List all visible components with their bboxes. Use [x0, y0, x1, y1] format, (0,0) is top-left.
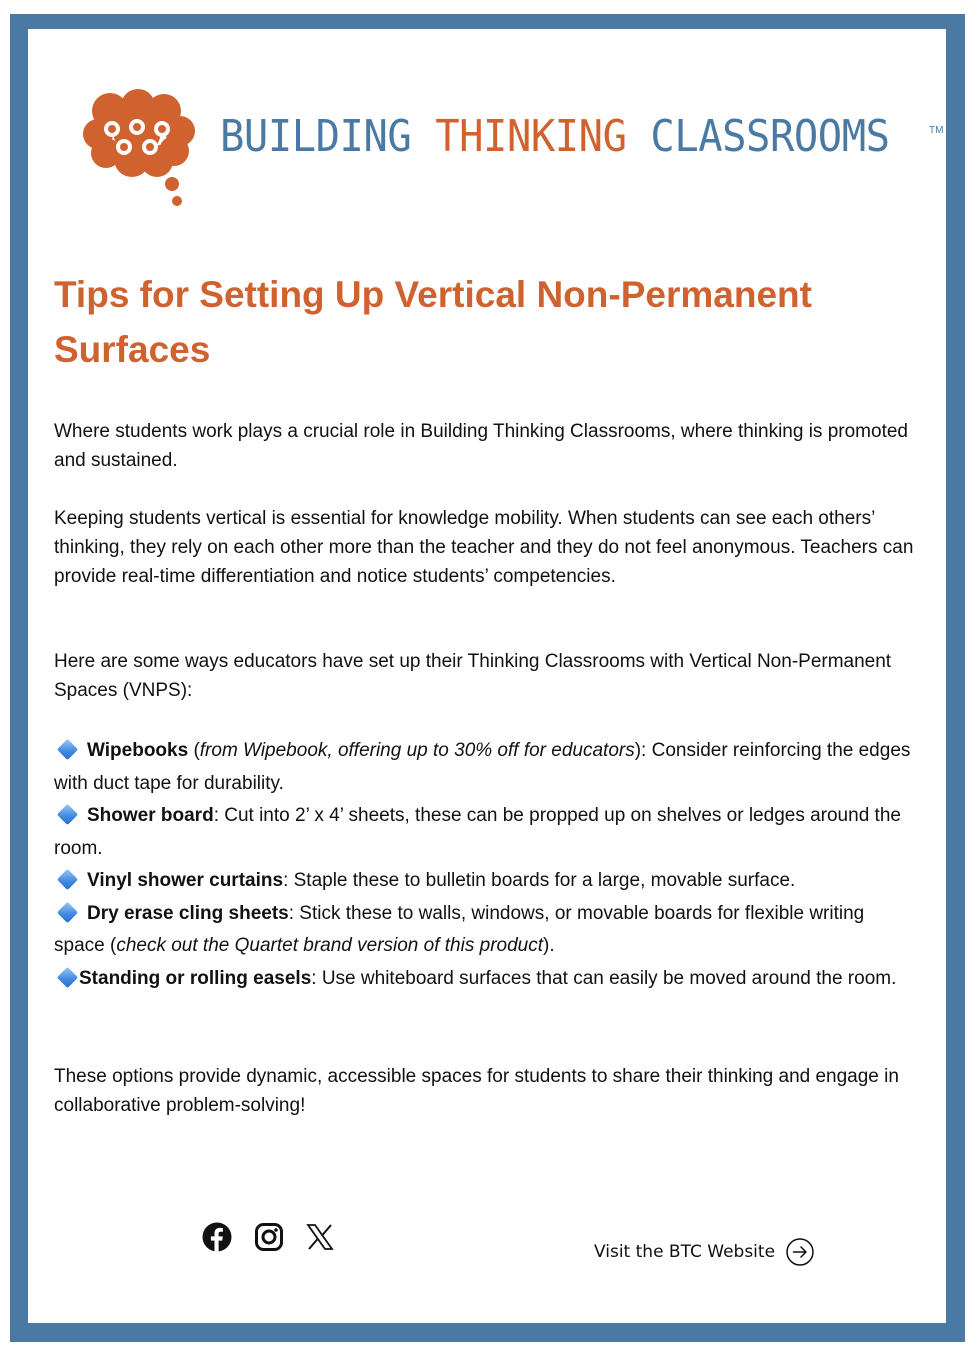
arrow-right-circle-icon — [785, 1237, 815, 1267]
logo-word-thinking: THINKING — [435, 111, 627, 162]
logo-word-building: BUILDING — [220, 111, 412, 162]
page-title: Tips for Setting Up Vertical Non-Permanent Surfaces — [54, 274, 812, 370]
logo-word-classrooms: CLASSROOMS — [650, 111, 890, 162]
blue-diamond-icon — [57, 804, 78, 825]
vertical-paragraph: Keeping students vertical is essential for knowledge mobility. When students can see each others’ thinking, they rely on each other more than the teacher and they do not feel anonymous. Teachers can provide real-time differentiation and notice students’ competencies. — [54, 508, 914, 587]
tip-label: Vinyl shower curtains — [87, 870, 284, 891]
tip-text: ( — [188, 740, 200, 761]
intro-paragraph: Where students work plays a crucial role in Building Thinking Classrooms, where thinking is promoted and sustained. — [54, 421, 908, 471]
tips-list — [54, 735, 916, 995]
social-links — [202, 1222, 334, 1252]
btc-logo[interactable] — [82, 89, 944, 209]
facebook-icon[interactable] — [202, 1222, 232, 1252]
brain-logo-icon — [82, 89, 198, 214]
tip-text: : Cut into 2’ x 4’ sheets, these can be propped up on shelves or ledges around the room. — [54, 805, 901, 859]
blue-diamond-icon — [57, 869, 78, 890]
list-item — [54, 735, 916, 800]
closing-paragraph: These options provide dynamic, accessible spaces for students to share their thinking and engage in collaborative problem-solving! — [54, 1066, 899, 1116]
quartet-link[interactable]: check out the Quartet brand version of this product — [116, 935, 543, 956]
tip-label: Shower board — [87, 805, 214, 826]
tip-text: : Stick these to walls, windows, or movable boards for flexible writing space ( — [54, 902, 865, 956]
logo-wordmark — [220, 111, 890, 162]
list-item — [54, 865, 916, 898]
blue-diamond-icon — [57, 901, 78, 922]
wipebook-link[interactable]: from Wipebook, offering up to 30% off for educators — [199, 740, 635, 761]
instagram-icon[interactable] — [254, 1222, 284, 1252]
tip-label: Dry erase cling sheets — [87, 902, 289, 924]
ways-paragraph: Here are some ways educators have set up their Thinking Classrooms with Vertical Non-Permanent Spaces (VNPS): — [54, 651, 892, 701]
blue-diamond-icon — [57, 739, 78, 760]
tip-text: ): Consider reinforcing the edges with duct tape for durability. — [54, 740, 911, 794]
tip-label: Wipebooks — [87, 740, 189, 761]
list-item — [54, 963, 916, 996]
list-item — [54, 800, 916, 865]
tip-label: Standing or rolling easels — [79, 967, 312, 989]
tip-text: : Use whiteboard surfaces that can easily be moved around the room. — [311, 967, 897, 989]
visit-label: Visit the BTC Website — [594, 1242, 776, 1262]
tip-text: ). — [543, 935, 555, 956]
trademark-mark: TM — [929, 125, 944, 136]
email-frame — [10, 14, 965, 1342]
list-item — [54, 898, 916, 963]
blue-diamond-icon — [57, 966, 78, 987]
tip-text: : Staple these to bulletin boards for a large, movable surface. — [283, 870, 796, 891]
visit-website-link[interactable] — [594, 1237, 815, 1267]
x-icon[interactable] — [306, 1223, 334, 1251]
email-card — [28, 29, 946, 1323]
